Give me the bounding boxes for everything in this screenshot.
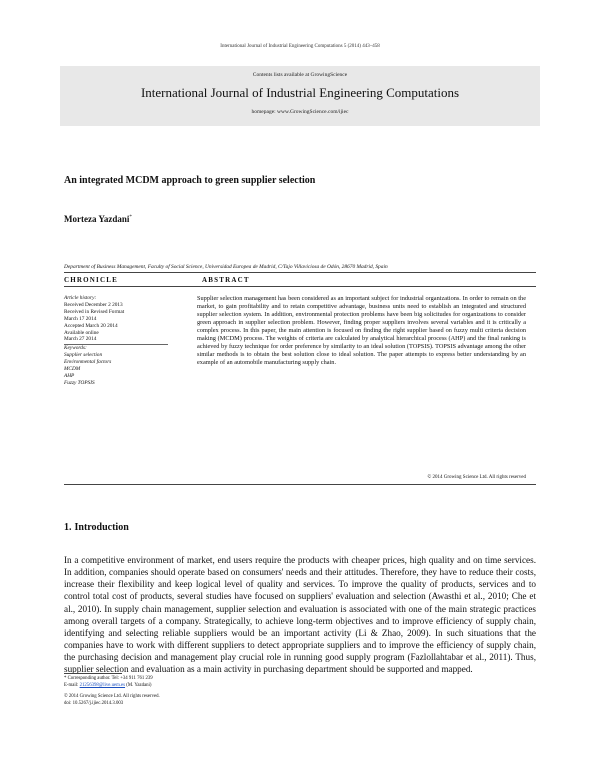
history-line: March 17 2014 <box>64 315 97 322</box>
history-line: Received in Revised Format <box>64 308 125 315</box>
section-number: 1. <box>64 522 72 533</box>
abstract-copyright: © 2014 Growing Science Ltd. All rights reserved <box>427 475 526 480</box>
author-name <box>64 214 132 224</box>
footnote-doi: doi: 10.5267/j.ijiec.2014.3.003 <box>64 701 124 706</box>
journal-homepage[interactable]: homepage: www.GrowingScience.com/ijiec <box>251 109 349 115</box>
email-suffix: (M. Yazdani) <box>126 683 152 688</box>
article-chronicle <box>64 295 174 387</box>
history-line: Accepted March 20 2014 <box>64 322 118 329</box>
divider-top <box>64 272 536 273</box>
footnote-copyright: © 2014 Growing Science Ltd. All rights reserved. <box>64 694 160 699</box>
section-heading-introduction <box>64 522 129 533</box>
author-affiliation: Department of Business Management, Faculty of Social Science, Universidad Europea de Madrid, C/Tajo Villaviciosa de Odón, 28670 Madrid, Spain <box>64 264 388 270</box>
footnote-rule <box>64 673 122 674</box>
keyword: Environmental factors <box>64 359 112 366</box>
history-label: Article history: <box>64 295 97 301</box>
divider-bottom <box>64 286 536 287</box>
history-line: Available online <box>64 329 99 336</box>
journal-title: International Journal of Industrial Engineering Computations <box>140 85 460 100</box>
divider-abstract-end <box>64 484 536 485</box>
keyword: MCDM <box>64 366 81 373</box>
abstract-text: Supplier selection management has been considered as an important subject for industrial organizations. In order to remain on the market, to gain profitability and to retain competitive advantage, business units need to establish an integrated and structured supplier selection system. In addition, environmental protection problems have been big solicitudes for organizations to consider green approach in supplier selection problem. However, finding proper suppliers involves several variables and it is critically a complex process. In this paper, the main attention is focused on finding the right supplier based on fuzzy multi criteria decision making (MCDM) process. The weights of criteria are calculated by analytical hierarchical process (AHP) and the final ranking is achieved by fuzzy technique for order preference by similarity to an ideal solution (TOPSIS). TOPSIS advantage among the other similar methods is to obtain the best solution close to ideal solution. The paper attempts to express better understanding by an example of an automobile manufacturing supply chain. <box>197 295 526 367</box>
footnote-corresponding: * Corresponding author. Tel: +34 911 761 239 <box>64 676 153 681</box>
keywords-label: Keywords: <box>64 345 87 352</box>
footnote-email <box>64 683 364 689</box>
contents-line: Contents lists available at GrowingScience <box>252 72 348 78</box>
history-line: March 27 2014 <box>64 336 97 343</box>
author-name-text: Morteza Yazdani <box>64 214 130 224</box>
email-link[interactable]: 21256398@live.uem.es <box>79 683 126 688</box>
chronicle-heading: CHRONICLE <box>64 276 118 284</box>
introduction-paragraph: In a competitive environment of market, end users require the products with cheaper prices, high quality and on time services. In addition, companies should operate based on consumers' needs and their attitudes. Therefore, they have to reduce their costs, increase their flexibility and keep logical level of quality and services. To improve the quality of products, services and to control total cost of products, several studies have focused on suppliers' evaluation and selection (Awasthi et al., 2010; Che et al., 2010). In supply chain management, supplier selection and evaluation is associated with one of the main strategic practices among overall targets of a company. Strategically, to achieve long-term objectives and to improve efficiency of supply chain, identifying and selecting reliable suppliers would be an important activity (Li & Zhao, 2009). In such situations that the companies have to work with different suppliers to detect appropriate suppliers and to improve the efficiency of supply chain, the purchasing decision and management play crucial role in running good supply program (Fazlollahtabar et al., 2011). Thus, supplier selection and evaluation as a main activity in purchasing department should be supported and mapped. <box>64 555 536 675</box>
author-mark: * <box>129 215 132 220</box>
keyword: AHP <box>64 372 75 379</box>
article-title: An integrated MCDM approach to green supplier selection <box>64 175 316 186</box>
keyword: Supplier selection <box>64 352 103 359</box>
history-line: Received December 2 2013 <box>64 301 123 308</box>
running-head: International Journal of Industrial Engineering Computations 5 (2014) 443–458 <box>220 44 380 49</box>
email-label: E-mail: <box>64 683 79 688</box>
keyword: Fuzzy TOPSIS <box>64 379 95 386</box>
journal-masthead <box>60 66 540 126</box>
abstract-heading: ABSTRACT <box>202 276 250 284</box>
section-title: Introduction <box>74 522 129 533</box>
